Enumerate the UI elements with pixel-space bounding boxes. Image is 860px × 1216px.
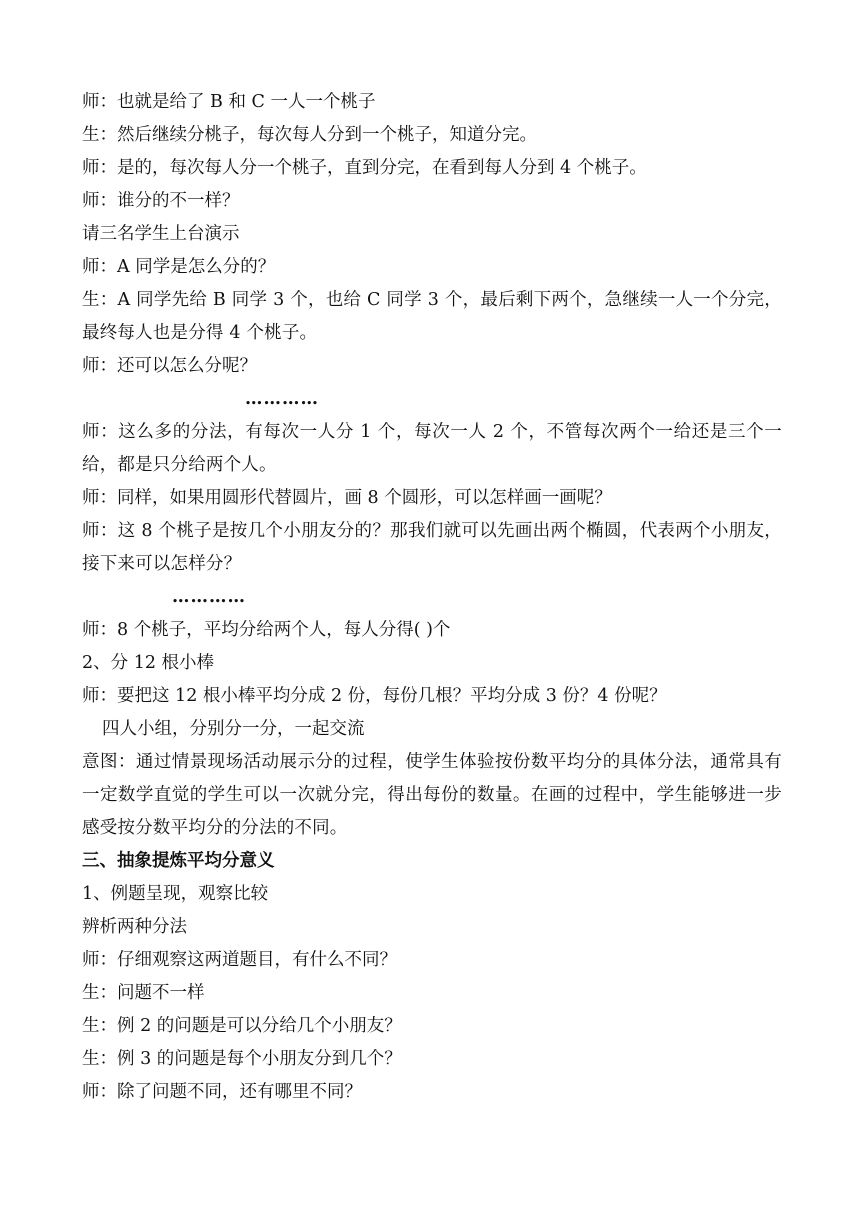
- section-subtitle: 2、分 12 根小棒: [82, 653, 215, 673]
- dialogue-line: 师：还可以怎么分呢？: [82, 356, 257, 376]
- document-page: [82, 86, 782, 1109]
- dialogue-paragraph: 师：这么多的分法，有每次一人分 1 个，每次一人 2 个，不管每次两个一给还是三个一给，都是只分给两个人。: [82, 422, 782, 475]
- dialogue-line: 生：例 2 的问题是可以分给几个小朋友？: [82, 1016, 402, 1036]
- dialogue-line: 师：除了问题不同，还有哪里不同？: [82, 1082, 362, 1102]
- dialogue-line: 师：同样，如果用圆形代替圆片，画 8 个圆形，可以怎样画一画呢？: [82, 488, 612, 508]
- dialogue-line: 师：谁分的不一样？: [82, 191, 240, 211]
- dialogue-paragraph: 师：这 8 个桃子是按几个小朋友分的？那我们就可以先画出两个椭圆，代表两个小朋友，接下来可以怎样分？: [82, 521, 782, 574]
- dialogue-line: 生：然后继续分桃子，每次每人分到一个桃子，知道分完。: [82, 125, 537, 145]
- section-heading: 三、抽象提炼平均分意义: [82, 851, 275, 871]
- ellipsis-separator: …………: [172, 587, 246, 607]
- dialogue-line: 生：问题不一样: [82, 983, 205, 1003]
- instruction-line: 请三名学生上台演示: [82, 224, 240, 244]
- activity-line: 四人小组，分别分一分，一起交流: [102, 719, 365, 739]
- ellipsis-separator: …………: [245, 389, 319, 409]
- dialogue-line: 师：要把这 12 根小棒平均分成 2 份，每份几根？平均分成 3 份？4 份呢？: [82, 686, 667, 706]
- dialogue-paragraph: 生：A 同学先给 B 同学 3 个，也给 C 同学 3 个，最后剩下两个，急继续一人一个分完，最终每人也是分得 4 个桃子。: [82, 290, 782, 343]
- dialogue-line: 师：也就是给了 B 和 C 一人一个桃子: [82, 92, 376, 112]
- instruction-line: 辨析两种分法: [82, 917, 187, 937]
- dialogue-line: 师：8 个桃子，平均分给两个人，每人分得( )个: [82, 620, 451, 640]
- dialogue-line: 师：A 同学是怎么分的？: [82, 257, 276, 277]
- intent-paragraph: 意图：通过情景现场活动展示分的过程，使学生体验按份数平均分的具体分法，通常具有一定数学直觉的学生可以一次就分完，得出每份的数量。在画的过程中，学生能够进一步感受按分数平均分的分法的不同。: [82, 752, 782, 838]
- dialogue-line: 师：仔细观察这两道题目，有什么不同？: [82, 950, 397, 970]
- section-subtitle: 1、例题呈现，观察比较: [82, 884, 269, 904]
- dialogue-line: 生：例 3 的问题是每个小朋友分到几个？: [82, 1049, 402, 1069]
- dialogue-line: 师：是的，每次每人分一个桃子，直到分完，在看到每人分到 4 个桃子。: [82, 158, 647, 178]
